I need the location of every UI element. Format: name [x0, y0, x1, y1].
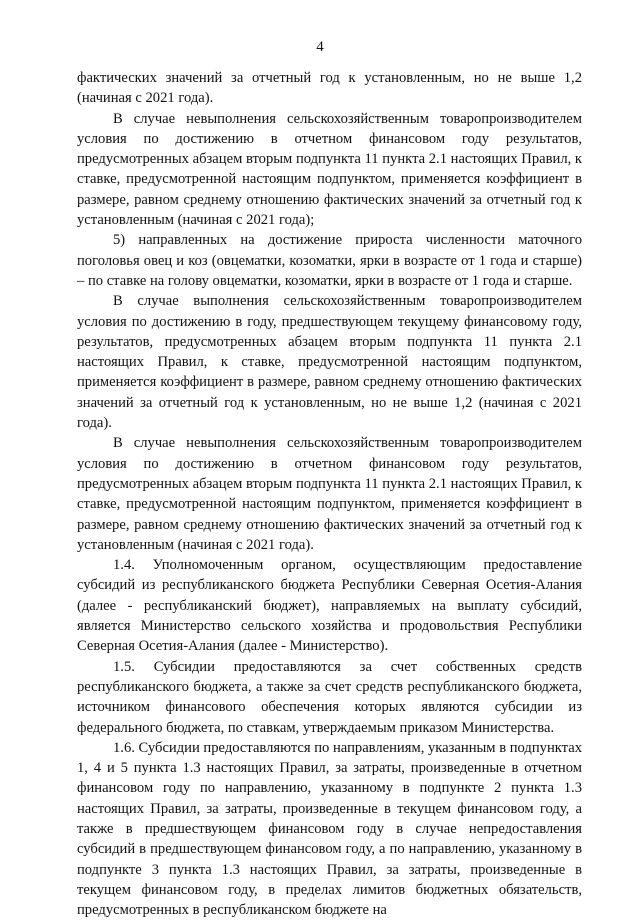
paragraph-clause-1-5: 1.5. Субсидии предоставляются за счет собственных средств республиканского бюджета, а также за счет средств республиканского бюджета, источником финансового обеспечения которых являются субсидии из федерального бюджета, по ставкам, утверждаемым приказом Министерства. — [77, 658, 582, 736]
paragraph-clause-1-4: 1.4. Уполномоченным органом, осуществляющим предоставление субсидий из республиканского бюджета Республики Северная Осетия-Алания (далее - республиканский бюджет), направляемых на выплату субсидий, является Министерство сельского хозяйства и продовольствия Республики Северная Осетия-Алания (далее - Министерство). — [77, 557, 582, 655]
paragraph-nonfulfillment-1: В случае невыполнения сельскохозяйственным товаропроизводителем условия по достижению в отчетном финансовом году результатов, предусмотренных абзацем вторым подпункта 11 пункта 2.1 настоящих Правил, к ставке, предусмотренной настоящим подпунктом, применяется коэффициент в размере, равном среднему отношению фактических значений за отчетный год к установленным (начиная с 2021 года); — [77, 110, 582, 229]
document-body — [77, 68, 582, 920]
paragraph-clause-1-6: 1.6. Субсидии предоставляются по направлениям, указанным в подпунктах 1, 4 и 5 пункта 1.3 настоящих Правил, за затраты, произведенные в отчетном финансовом году по направлению, указанному в подпункте 2 пункта 1.3 настоящих Правил, за затраты, произведенные в текущем финансовом году, а также в предшествующем финансовом году в случае непредоставления субсидий в предшествующем финансовом году, а по направлению, указанному в подпункте 3 пункта 1.3 настоящих Правил, за затраты, произведенные в текущем финансовом году, в пределах лимитов бюджетных обязательств, предусмотренных в республиканском бюджете на — [77, 739, 582, 919]
paragraph-nonfulfillment-2: В случае невыполнения сельскохозяйственным товаропроизводителем условия по достижению в отчетном финансовом году результатов, предусмотренных абзацем вторым подпункта 11 пункта 2.1 настоящих Правил, к ставке, предусмотренной настоящим подпунктом, применяется коэффициент в размере, равном среднему отношению фактических значений за отчетный год к установленным (начиная с 2021 года). — [77, 435, 582, 553]
page-number: 4 — [316, 39, 324, 55]
paragraph-1-continuation: фактических значений за отчетный год к установленным, но не выше 1,2 (начиная с 2021 года). — [77, 70, 582, 107]
paragraph-subitem-5: 5) направленных на достижение прироста численности маточного поголовья овец и коз (овцематки, козоматки, ярки в возрасте от 1 года и старше) – по ставке на голову овцематки, козоматки, ярки в возрасте от 1 года и старше. — [77, 232, 582, 289]
paragraph-fulfillment: В случае выполнения сельскохозяйственным товаропроизводителем условия по достижению в году, предшествующем текущему финансовому году, результатов, предусмотренных абзацем вторым подпункта 11 пункта 2.1 настоящих Правил, к ставке, предусмотренной настоящим подпунктом, применяется коэффициент в размере, равном среднему отношению фактических значений за отчетный год к установленным, но не выше 1,2 (начиная с 2021 года). — [77, 293, 582, 432]
